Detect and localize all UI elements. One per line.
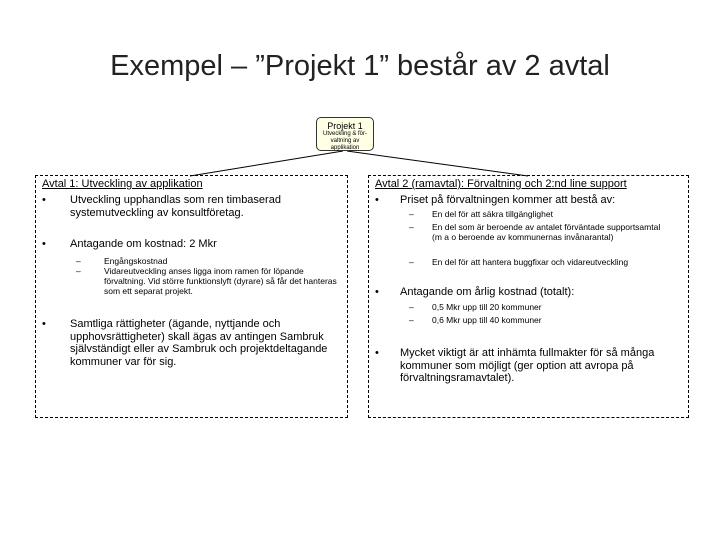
dash-marker: – (409, 257, 414, 267)
bullet-marker: • (375, 347, 379, 359)
bullet-marker: • (42, 194, 46, 206)
agreement-2-box (368, 175, 689, 418)
agreement-2-subitem-4: 0,5 Mkr upp till 20 kommuner (432, 302, 542, 312)
agreement-2-subitem-5: 0,6 Mkr upp till 40 kommuner (432, 315, 542, 325)
connector-right (347, 151, 528, 176)
agreement-2-subitem-3: En del för att hantera buggfixar och vidareutveckling (432, 257, 629, 267)
dash-marker: – (409, 315, 414, 325)
bullet-marker: • (42, 318, 46, 330)
agreement-2-subitem-1: En del för att säkra tillgänglighet (432, 209, 553, 219)
project-subtitle-line2: valtning av applikation (330, 138, 360, 151)
dash-marker: – (409, 209, 414, 219)
agreement-2-heading: Avtal 2 (ramavtal): Förvaltning och 2:nd line support (375, 178, 627, 190)
project-subtitle-line1: Utveckling & för- (322, 131, 367, 137)
bullet-marker: • (375, 286, 379, 298)
dash-marker: – (76, 256, 81, 266)
bullet-marker: • (375, 194, 379, 206)
agreement-1-item-3: Samtliga rättigheter (ägande, nyttjande och upphovsrättigheter) skall ägas av antingen Sambruk självständigt eller av Sambruk och projektdeltagande kommuner var för sig. (70, 318, 328, 368)
agreement-2-item-2: Antagande om årlig kostnad (totalt): (400, 286, 575, 298)
project-node (316, 117, 374, 151)
connector-left (190, 151, 343, 176)
agreement-2-item-3: Mycket viktigt är att inhämta fullmakter för så många kommuner som möjligt (ger option att avropa på förvaltningsramavtalet). (400, 347, 655, 384)
agreement-2-item-1: Priset på förvaltningen kommer att bestå av: (400, 194, 616, 206)
agreement-1-box (35, 175, 348, 418)
agreement-1-heading: Avtal 1: Utveckling av applikation (42, 178, 203, 190)
slide-title: Exempel – ”Projekt 1” består av 2 avtal (110, 50, 610, 82)
agreement-1-subitem-1: Engångskostnad (104, 256, 168, 266)
dash-marker: – (409, 302, 414, 312)
dash-marker: – (409, 222, 414, 232)
bullet-marker: • (42, 238, 46, 250)
agreement-1-item-2: Antagande om kostnad: 2 Mkr (70, 238, 217, 250)
agreement-1-item-1: Utveckling upphandlas som ren timbaserad systemutveckling av konsultföretag. (70, 194, 281, 219)
dash-marker: – (76, 266, 81, 276)
project-name: Projekt 1 (327, 121, 363, 131)
agreement-1-subitem-2: Vidareutveckling anses ligga inom ramen för löpande förvaltning. Vid större funktionslyft (dyrare) så får det hanteras som ett separat projekt. (104, 266, 337, 296)
agreement-2-subitem-2: En del som är beroende av antalet förväntade supportsamtal (m a o beroende av kommunernas invånarantal) (432, 222, 661, 242)
